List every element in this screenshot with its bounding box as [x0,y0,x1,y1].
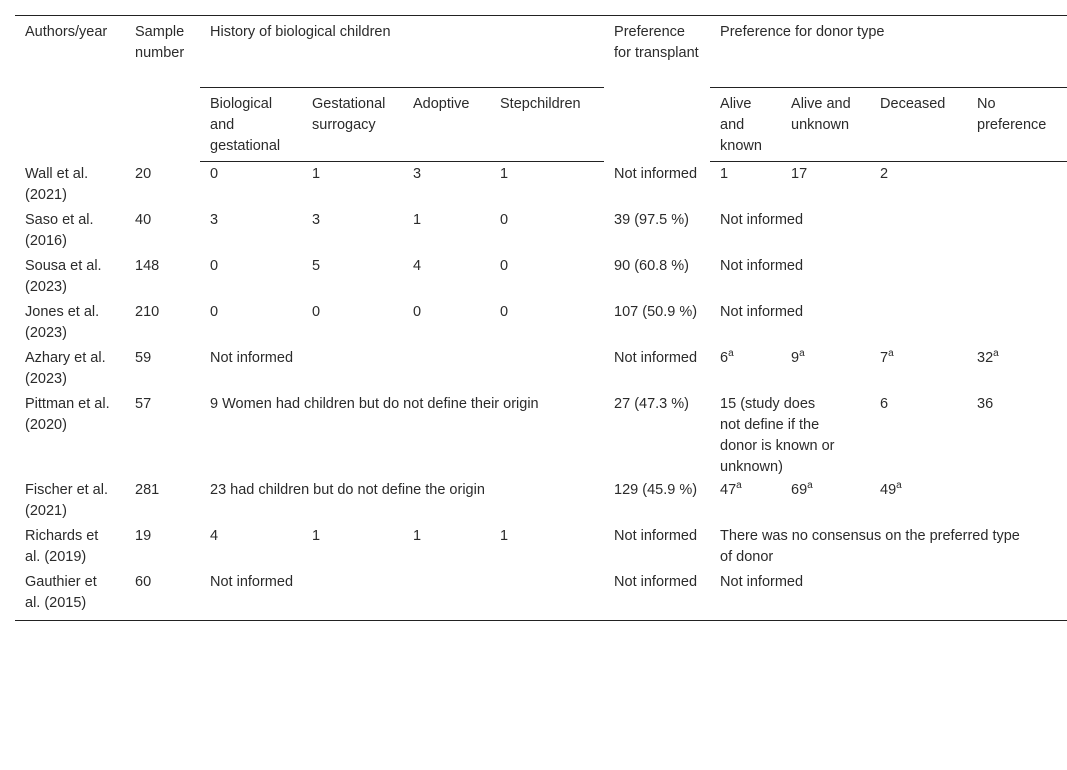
header-preference-transplant: Preference for transplant [604,16,710,162]
cell-adopt: 1 [413,211,422,228]
footnote-marker: a [728,347,734,359]
cell-bio: 3 [210,211,219,228]
cell-donor-span: Not informed [710,570,1067,621]
cell-alive-known [710,346,781,392]
header-gest-surr: Gestational surrogacy [302,88,403,162]
cell-adopt: 4 [413,257,422,274]
cell-sample: 281 [135,481,160,498]
cell-author: Azhary et al. (2023) [25,349,106,387]
cell-adopt: 3 [413,166,422,182]
cell-adopt: 1 [413,527,422,544]
cell-author: Saso et al. (2016) [25,211,94,249]
cell-author: Gauthier et al. (2015) [15,570,125,621]
cell-alive-known [710,478,781,524]
footnote-marker: a [799,347,805,359]
cell-history-span: 9 Women had children but do not define their origin [210,395,539,412]
cell-history-span: Not informed [210,349,294,366]
cell-author: Sousa et al. (2023) [25,257,102,295]
cell-no-pref: 36 [977,395,994,412]
cell-bio: 0 [210,257,219,274]
cell-pref: Not informed [604,570,710,621]
cell-pref: 39 (97.5 %) [614,211,689,228]
cell-author: Wall et al. (2021) [25,165,89,203]
cell-step: 1 [500,166,509,182]
cell-pref: Not informed [614,349,698,366]
cell-alive-known: 1 [720,166,729,182]
header-adoptive: Adoptive [403,88,490,162]
alive-span-text: 15 (study does not define if the donor is known or unknown) [720,395,835,475]
cell-pref: 27 (47.3 %) [614,395,689,412]
cell-author: Richards et al. (2019) [25,527,99,565]
cell-donor-span: Not informed [720,257,804,274]
header-alive-unknown: Alive and unknown [781,88,870,162]
cell-sample: 57 [135,395,152,412]
table-row [15,300,1067,346]
cell-step: 0 [500,257,509,274]
cell-step: 0 [500,303,509,320]
cell-author: Jones et al. (2023) [25,303,100,341]
value: 7 [880,349,889,366]
cell-no-pref [967,346,1067,392]
cell-sample: 40 [135,211,152,228]
cell-sample: 210 [135,303,160,320]
cell-no-pref [967,162,1067,208]
table-row [15,208,1067,254]
header-alive-known: Alive and known [710,88,781,162]
cell-gest: 1 [312,166,321,182]
cell-pref: 129 (45.9 %) [614,481,698,498]
cell-pref: 90 (60.8 %) [614,257,689,274]
cell-deceased [870,478,967,524]
cell-deceased [870,346,967,392]
header-sample: Sample number [125,16,200,162]
footnote-marker: a [807,479,813,491]
cell-bio: 0 [210,166,219,182]
table-row [15,570,1067,621]
cell-adopt: 0 [413,303,422,320]
donor-span-text: There was no consensus on the preferred type of donor [720,527,1020,565]
cell-sample: 148 [135,257,160,274]
header-stepchildren: Stepchildren [490,88,604,162]
cell-author: Fischer et al. (2021) [25,481,108,519]
value: 6 [720,349,729,366]
value: 69 [791,481,808,498]
header-authors: Authors/year [15,16,125,162]
value: 9 [791,349,800,366]
header-deceased: Deceased [870,88,967,162]
cell-sample: 60 [125,570,200,621]
header-history: History of biological children [200,16,604,88]
table-row [15,478,1067,524]
cell-history-span: Not informed [200,570,604,621]
cell-gest: 0 [312,303,321,320]
value: 47 [720,481,737,498]
cell-gest: 1 [312,527,321,544]
footnote-marker: a [993,347,999,359]
cell-bio: 4 [210,527,219,544]
table-row [15,162,1067,208]
value: 49 [880,481,897,498]
table-row [15,346,1067,392]
cell-pref: Not informed [614,527,698,544]
cell-author: Pittman et al. (2020) [25,395,110,433]
footnote-marker: a [888,347,894,359]
cell-alive-span [710,392,870,478]
cell-deceased: 2 [880,166,889,182]
cell-donor-span: Not informed [720,211,804,228]
value: 32 [977,349,994,366]
table-row [15,524,1067,570]
cell-step: 1 [500,527,509,544]
cell-history-span: 23 had children but do not define the origin [210,481,485,498]
cell-sample: 20 [135,165,152,182]
cell-step: 0 [500,211,509,228]
cell-sample: 19 [135,527,152,544]
header-no-preference: No preference [967,88,1067,162]
cell-donor-span: Not informed [720,303,804,320]
header-preference-donor: Preference for donor type [710,16,1067,88]
cell-alive-unknown [781,346,870,392]
cell-sample: 59 [135,349,152,366]
cell-no-pref [967,478,1067,524]
cell-pref: Not informed [614,165,698,182]
table-row [15,392,1067,478]
cell-bio: 0 [210,303,219,320]
footnote-marker: a [896,479,902,491]
footnote-marker: a [736,479,742,491]
cell-alive-unknown: 17 [791,166,808,182]
cell-deceased: 6 [880,395,889,412]
donor-preference-table [15,15,1067,621]
cell-gest: 3 [312,211,321,228]
cell-pref: 107 (50.9 %) [614,303,698,320]
cell-alive-unknown [781,478,870,524]
header-bio-gest: Biological and gestational [200,88,302,162]
cell-donor-span [710,524,1067,570]
cell-gest: 5 [312,257,321,274]
table-row [15,254,1067,300]
